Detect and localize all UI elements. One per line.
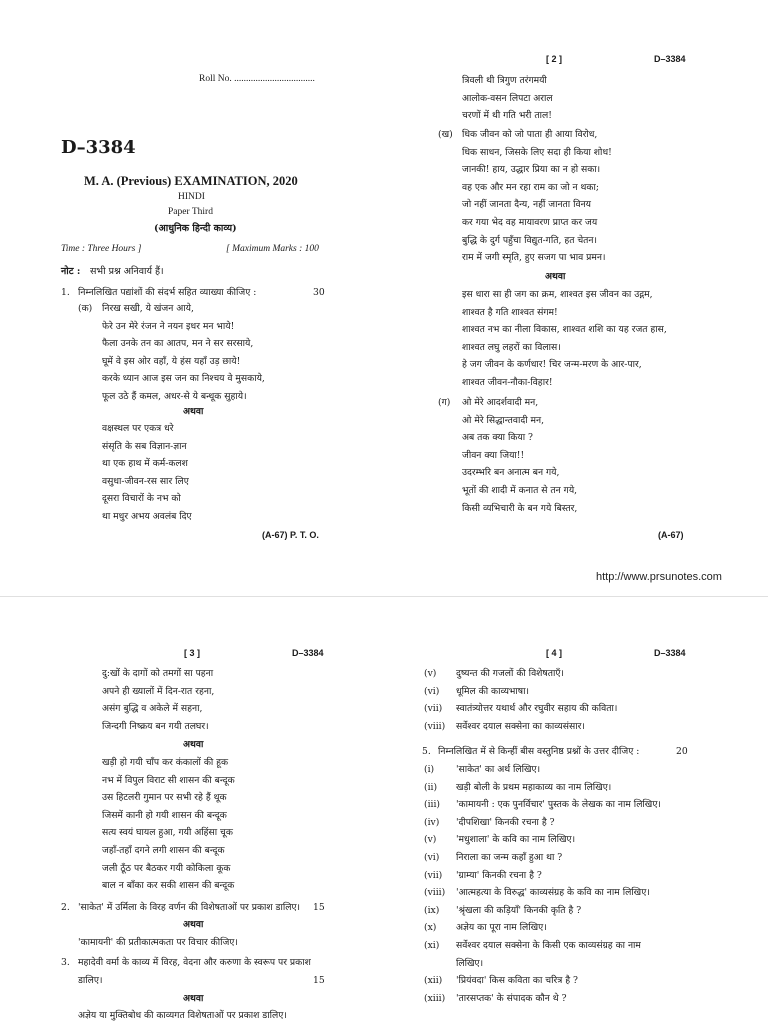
verse-line: जो नहीं जानता दैन्य, नहीं जानता विनय bbox=[462, 199, 592, 211]
list-item bbox=[424, 683, 617, 701]
item-text: निराला का जन्म कहाँ हुआ था ? bbox=[456, 851, 563, 863]
verse-line: घूमें वे इस ओर वहाँ, ये हंस यहाँ उड़ छाये! bbox=[102, 355, 241, 367]
item-number: (ii) bbox=[424, 781, 438, 793]
item-number: (vi) bbox=[424, 851, 440, 863]
verse-block bbox=[462, 394, 577, 517]
verse-block bbox=[462, 72, 553, 125]
verse-line: भूतों की शादी में कनात से तन गये, bbox=[462, 484, 578, 496]
max-marks-label: [ Maximum Marks : 100 bbox=[226, 244, 319, 254]
verse-line: बुद्धि के दुर्ग पहुँचा विद्युत-गति, हत चेतन। bbox=[462, 234, 598, 246]
item-number: (i) bbox=[424, 764, 435, 775]
verse-line: उदरम्भरि बन अनात्म बन गये, bbox=[462, 467, 560, 479]
item-number: (x) bbox=[424, 922, 437, 934]
verse-line: बाल न बाँका कर सकी शासन की बन्दूक bbox=[102, 880, 235, 892]
list-item bbox=[424, 665, 617, 683]
question-marks: 20 bbox=[676, 746, 688, 757]
verse-line: त्रिवली थी त्रिगुण तरंगमयी bbox=[462, 75, 547, 86]
list-item bbox=[424, 884, 661, 902]
verse-line: शाश्वत लघु लहरों का विलास। bbox=[462, 341, 561, 353]
item-text: 'श्रृंखला की कड़ियाँ' किनकी कृति है ? bbox=[456, 904, 582, 916]
verse-line: था एक हाथ में कर्म-कलश bbox=[102, 458, 188, 470]
item-number: (v) bbox=[424, 834, 437, 846]
paper-code-header: D–3384 bbox=[292, 648, 324, 658]
roll-no: Roll No. .................................. bbox=[199, 74, 315, 84]
verse-line: धिक साधन, जिसके लिए सदा ही किया शोध! bbox=[462, 146, 612, 158]
item-text: खड़ी बोली के प्रथम महाकाव्य का नाम लिखिए। bbox=[456, 781, 612, 793]
page-3 bbox=[0, 596, 384, 1024]
item-text: स्वातंत्र्योत्तर यथार्थ और रघुवीर सहाय की कविता। bbox=[456, 703, 618, 715]
question-number: 5. bbox=[422, 746, 431, 757]
item-text: 'दीपशिखा' किनकी रचना है ? bbox=[456, 816, 555, 828]
item-text: लिखिए। bbox=[456, 957, 484, 969]
item-text: 'मधुशाला' के कवि का नाम लिखिए। bbox=[456, 834, 576, 846]
item-number: (vii) bbox=[424, 869, 443, 881]
subject: HINDI bbox=[178, 192, 205, 202]
question-text: निम्नलिखित पद्यांशों की संदर्भ सहित व्याख्या कीजिए : bbox=[78, 287, 257, 298]
athva-heading: अथवा bbox=[183, 739, 204, 750]
verse-line: फेरे उन मेरे रंजन ने नयन इधर मन भाये! bbox=[102, 320, 235, 332]
sheet-bottom bbox=[0, 596, 768, 1024]
verse-line: असंग बुद्धि व अकेले में सहना, bbox=[102, 703, 203, 715]
page-footer-code: (A-67) P. T. O. bbox=[262, 530, 319, 540]
verse-line: शाश्वत है गति शाश्वत संगम! bbox=[462, 306, 558, 318]
athva-heading: अथवा bbox=[183, 919, 204, 930]
question-alt-text: अज्ञेय या मुक्तिबोध की काव्यगत विशेषताओं पर प्रकाश डालिए। bbox=[78, 1010, 287, 1021]
verse-line: कर गया भेद वह मायावरण प्राप्त कर जय bbox=[462, 216, 598, 228]
page-4 bbox=[384, 596, 768, 1024]
time-label: Time : Three Hours ] bbox=[61, 244, 142, 254]
verse-line: ओ मेरे सिद्धान्तवादी मन, bbox=[462, 414, 545, 426]
verse-line: किसी व्यभिचारी के बन गये बिस्तर, bbox=[462, 502, 578, 514]
verse-line: इस धारा सा ही जग का क्रम, शाश्वत इस जीवन का उद्गम, bbox=[462, 289, 653, 300]
list-item bbox=[424, 990, 661, 1008]
list-item bbox=[424, 761, 661, 779]
page-footer-code: (A-67) bbox=[658, 530, 684, 540]
item-number: (xii) bbox=[424, 975, 443, 987]
question-text: महादेवी वर्मा के काव्य में विरह, वेदना और करुणा के स्वरूप पर प्रकाश bbox=[78, 957, 311, 968]
paper-code-header: D–3384 bbox=[654, 54, 686, 64]
question-alt-text: 'कामायनी' की प्रतीकात्मकता पर विचार कीजिए। bbox=[78, 937, 238, 948]
item-text: 'साकेत' का अर्थ लिखिए। bbox=[456, 764, 541, 775]
list-item bbox=[424, 831, 661, 849]
verse-line: ओ मेरे आदर्शवादी मन, bbox=[462, 397, 539, 408]
page-2 bbox=[384, 0, 768, 596]
paper-name: (आधुनिक हिन्दी काव्य) bbox=[154, 223, 237, 234]
list-item bbox=[424, 937, 661, 955]
item-number: (viii) bbox=[424, 720, 446, 732]
question-marks: 30 bbox=[313, 287, 325, 298]
question-marks: 15 bbox=[313, 975, 325, 986]
verse-line: फैला उनके तन का आतप, मन ने सर सरसाये, bbox=[102, 338, 254, 350]
item-text: 'ग्राम्या' किनकी रचना है ? bbox=[456, 869, 542, 881]
exam-title: M. A. (Previous) EXAMINATION, 2020 bbox=[84, 174, 298, 188]
paper-code-header: D–3384 bbox=[654, 648, 686, 658]
item-number: (v) bbox=[424, 668, 437, 679]
paper-code: D–3384 bbox=[61, 137, 136, 158]
item-number: (vii) bbox=[424, 703, 443, 715]
verse-line: निरख सखी, ये खंजन आये, bbox=[102, 303, 194, 314]
item-number: (vi) bbox=[424, 685, 440, 697]
item-text: धूमिल की काव्यभाषा। bbox=[456, 685, 529, 697]
verse-line: संसृति के सब विज्ञान-ज्ञान bbox=[102, 440, 187, 452]
page-number: [ 4 ] bbox=[546, 648, 563, 658]
item-text: दुष्यन्त की गजलों की विशेषताएँ। bbox=[456, 668, 564, 679]
verse-line: चरणों में थी गति भरी ताल! bbox=[462, 110, 552, 122]
verse-line: राम में जगी स्मृति, हुए सजग पा भाव प्रमन। bbox=[462, 252, 606, 264]
item-number: (ix) bbox=[424, 904, 440, 916]
verse-line: हे जग जीवन के कर्णधार! चिर जन्म-मरण के आर-पार, bbox=[462, 359, 642, 371]
verse-line: वसुधा-जीवन-रस सार लिए bbox=[102, 475, 189, 487]
verse-line: सत्य स्वयं घायल हुआ, गयी अहिंसा चूक bbox=[102, 827, 233, 839]
verse-line: जिसमें कानी हो गयी शासन की बन्दूक bbox=[102, 809, 227, 821]
item-text: 'तारसप्तक' के संपादक कौन थे ? bbox=[456, 992, 567, 1004]
verse-line: था मधुर अभय अवलंब दिए bbox=[102, 510, 192, 522]
verse-line: जीवन क्या जिया!! bbox=[462, 449, 525, 461]
verse-line: दु:खों के दागों को तमगों सा पहना bbox=[102, 668, 214, 679]
verse-line: वह एक और मन रहा राम का जो न थका; bbox=[462, 181, 599, 193]
verse-line: शाश्वत नभ का नीला विकास, शाश्वत शशि का यह रजत हास, bbox=[462, 324, 667, 336]
list-item bbox=[424, 972, 661, 990]
verse-line: खड़ी हो गयी चाँप कर कंकालों की हूक bbox=[102, 757, 229, 768]
question-marks: 15 bbox=[313, 902, 325, 913]
list-item bbox=[424, 867, 661, 885]
verse-line: धिक जीवन को जो पाता ही आया विरोध, bbox=[462, 129, 598, 140]
athva-heading: अथवा bbox=[545, 271, 566, 282]
verse-block bbox=[102, 665, 214, 735]
item-number: (iii) bbox=[424, 799, 440, 811]
verse-line: नभ में विपुल विराट सी शासन की बन्दूक bbox=[102, 774, 235, 786]
list-item bbox=[424, 700, 617, 718]
item-text: सर्वेश्वर दयाल सक्सेना के किसी एक काव्यसंग्रह का नाम bbox=[456, 939, 641, 951]
verse-line: करके ध्यान आज इस जन का निश्चय वे मुसकाये, bbox=[102, 373, 265, 385]
question-number: 3. bbox=[61, 957, 70, 968]
subpart-label: (ग) bbox=[438, 397, 451, 408]
note-label: नोट : bbox=[61, 266, 81, 277]
paper-number: Paper Third bbox=[168, 207, 213, 217]
question-text-cont: डालिए। bbox=[78, 975, 103, 986]
list-item bbox=[424, 796, 661, 814]
verse-line: आलोक-वसन लिपटा अराल bbox=[462, 92, 553, 104]
item-text: अज्ञेय का पूरा नाम लिखिए। bbox=[456, 922, 547, 934]
verse-block bbox=[102, 754, 235, 895]
verse-block bbox=[462, 126, 612, 267]
note-text: सभी प्रश्न अनिवार्य हैं। bbox=[90, 266, 164, 277]
verse-line: शाश्वत जीवन-नौका-विहार! bbox=[462, 376, 553, 388]
list-item bbox=[424, 955, 661, 973]
item-text: 'आत्महत्या के विरुद्ध' काव्यसंग्रह के कवि का नाम लिखिए। bbox=[456, 887, 650, 899]
topic-list bbox=[424, 665, 617, 735]
page-number: [ 3 ] bbox=[184, 648, 201, 658]
list-item bbox=[424, 814, 661, 832]
verse-block bbox=[102, 300, 265, 406]
list-item bbox=[424, 919, 661, 937]
verse-line: जिन्दगी निष्क्रय बन गयी तलघर। bbox=[102, 720, 209, 732]
list-item bbox=[424, 902, 661, 920]
list-item bbox=[424, 718, 617, 736]
page-number: [ 2 ] bbox=[546, 54, 563, 64]
verse-line: अपने ही ख्यालों में दिन-रात रहना, bbox=[102, 685, 215, 697]
item-text: 'कामायनी : एक पुनर्विचार' पुस्तक के लेखक का नाम लिखिए। bbox=[456, 799, 661, 811]
verse-line: उस हिटलरी गुमान पर सभी रहे हैं थूक bbox=[102, 792, 227, 804]
verse-line: दूसरा विचारों के नभ को bbox=[102, 493, 181, 505]
verse-line: अब तक क्या किया ? bbox=[462, 432, 533, 444]
verse-line: जानकी! हाय, उद्धार प्रिया का न हो सका। bbox=[462, 164, 601, 176]
subpart-label: (क) bbox=[78, 303, 93, 314]
item-number: (xi) bbox=[424, 939, 440, 951]
list-item bbox=[424, 779, 661, 797]
question-number: 1. bbox=[61, 287, 70, 298]
item-text: 'प्रियंवदा' किस कविता का चरित्र है ? bbox=[456, 975, 578, 987]
verse-line: फूल उठे हैं कमल, अधर-से ये बन्धूक सुहाये। bbox=[102, 390, 247, 402]
verse-line: जली ठूँठ पर बैठकर गयी कोकिला कूक bbox=[102, 862, 231, 874]
item-number: (xiii) bbox=[424, 992, 446, 1004]
verse-line: वक्षस्थल पर एकत्र धरे bbox=[102, 423, 174, 434]
source-url-link[interactable]: http://www.prsunotes.com bbox=[596, 571, 722, 583]
question-text: निम्नलिखित में से किन्हीं बीस वस्तुनिष्ठ प्रश्नों के उत्तर दीजिए : bbox=[438, 746, 640, 757]
item-number: (viii) bbox=[424, 887, 446, 899]
verse-line: जहाँ-तहाँ दगने लगी शासन की बन्दूक bbox=[102, 844, 225, 856]
subpart-label: (ख) bbox=[438, 129, 453, 140]
verse-block bbox=[462, 286, 667, 392]
athva-heading: अथवा bbox=[183, 993, 204, 1004]
item-text: सर्वेश्वर दयाल सक्सेना का काव्यसंसार। bbox=[456, 720, 585, 732]
page-1 bbox=[0, 0, 384, 596]
verse-block bbox=[102, 420, 192, 526]
item-number: (iv) bbox=[424, 816, 440, 828]
list-item bbox=[424, 849, 661, 867]
question-number: 2. bbox=[61, 902, 70, 913]
question-text: 'साकेत' में उर्मिला के विरह वर्णन की विशेषताओं पर प्रकाश डालिए। bbox=[78, 902, 301, 913]
athva-heading: अथवा bbox=[183, 406, 204, 417]
objective-list bbox=[424, 761, 661, 1007]
